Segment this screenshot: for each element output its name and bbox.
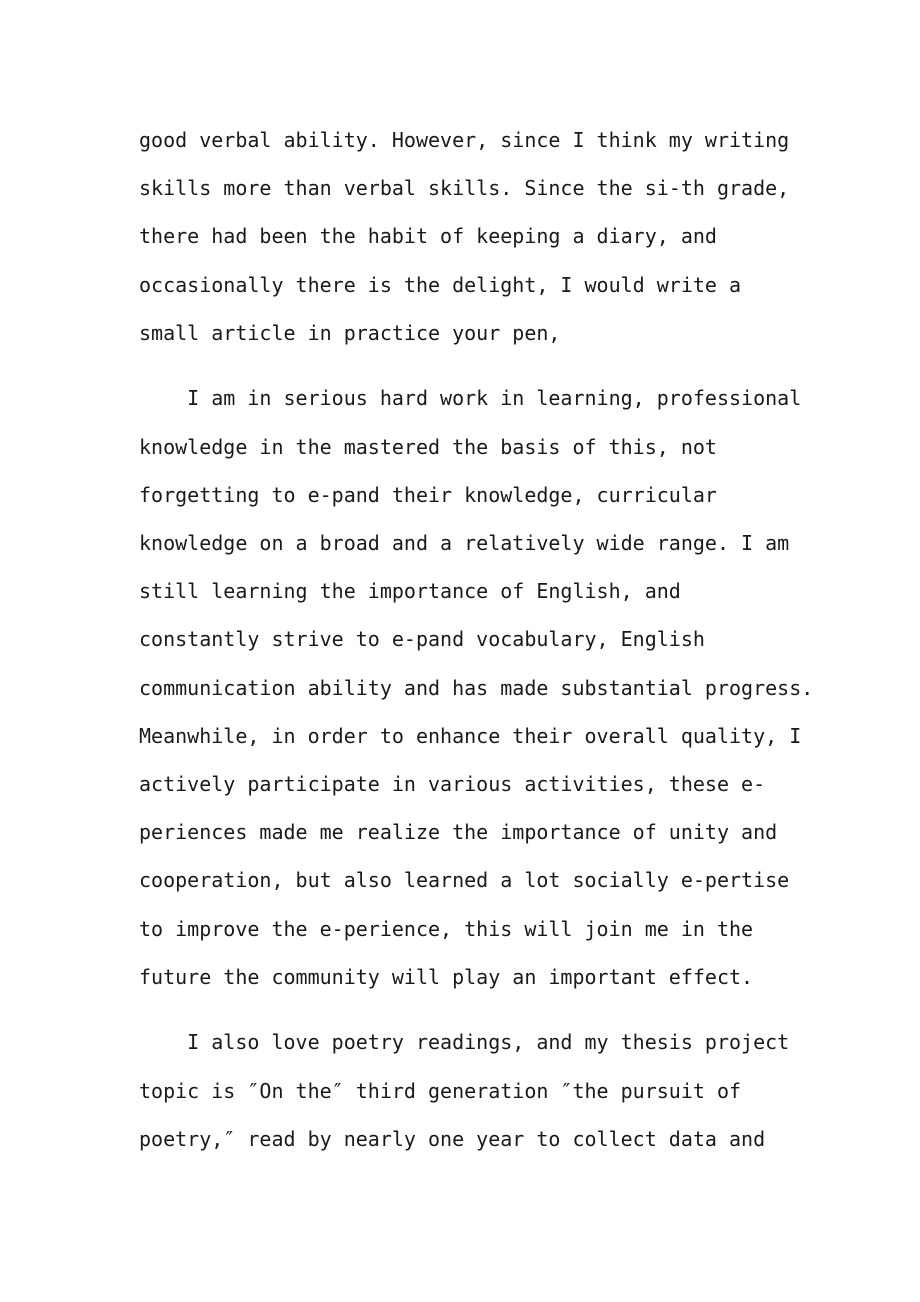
text-line: occasionally there is the delight, I would write a	[139, 272, 742, 297]
text-line: good verbal ability. However, since I think my writing	[139, 128, 790, 152]
text-line: constantly strive to e-pand vocabulary, English	[139, 627, 705, 652]
text-line: still learning the importance of English, and	[139, 579, 681, 604]
text-line: topic is ″On the″ third generation ″the pursuit of	[139, 1078, 742, 1103]
document-body	[139, 116, 814, 1163]
text-line: knowledge on a broad and a relatively wide range. I am	[139, 531, 790, 555]
text-line: Meanwhile, in order to enhance their overall quality, I	[139, 723, 802, 748]
text-line: cooperation, but also learned a lot socially e-pertise	[139, 868, 790, 893]
text-line: skills more than verbal skills. Since the si-th grade,	[139, 176, 790, 201]
text-line: periences made me realize the importance of unity and	[139, 820, 778, 845]
text-line: I also love poetry readings, and my thesis project	[139, 1030, 790, 1055]
paragraph-spacer	[139, 1001, 799, 1019]
paragraph-3	[139, 1018, 799, 1163]
text-line: future the community will play an important effect.	[139, 964, 754, 989]
text-line: small article in practice your pen,	[139, 320, 561, 345]
text-line: communication ability and has made substantial progress.	[139, 675, 814, 700]
paragraph-2	[139, 374, 814, 1000]
text-line: forgetting to e-pand their knowledge, curricular	[139, 482, 717, 507]
text-line: I am in serious hard work in learning, professional	[139, 386, 802, 411]
text-line: there had been the habit of keeping a diary, and	[139, 224, 717, 249]
paragraph-spacer	[139, 357, 799, 375]
text-line: knowledge in the mastered the basis of this, not	[139, 434, 717, 459]
text-line: poetry,″ read by nearly one year to collect data and	[139, 1126, 766, 1151]
paragraph-1	[139, 116, 799, 357]
text-line: to improve the e-perience, this will join me in the	[139, 916, 754, 941]
text-line: actively participate in various activities, these e-	[139, 771, 766, 796]
